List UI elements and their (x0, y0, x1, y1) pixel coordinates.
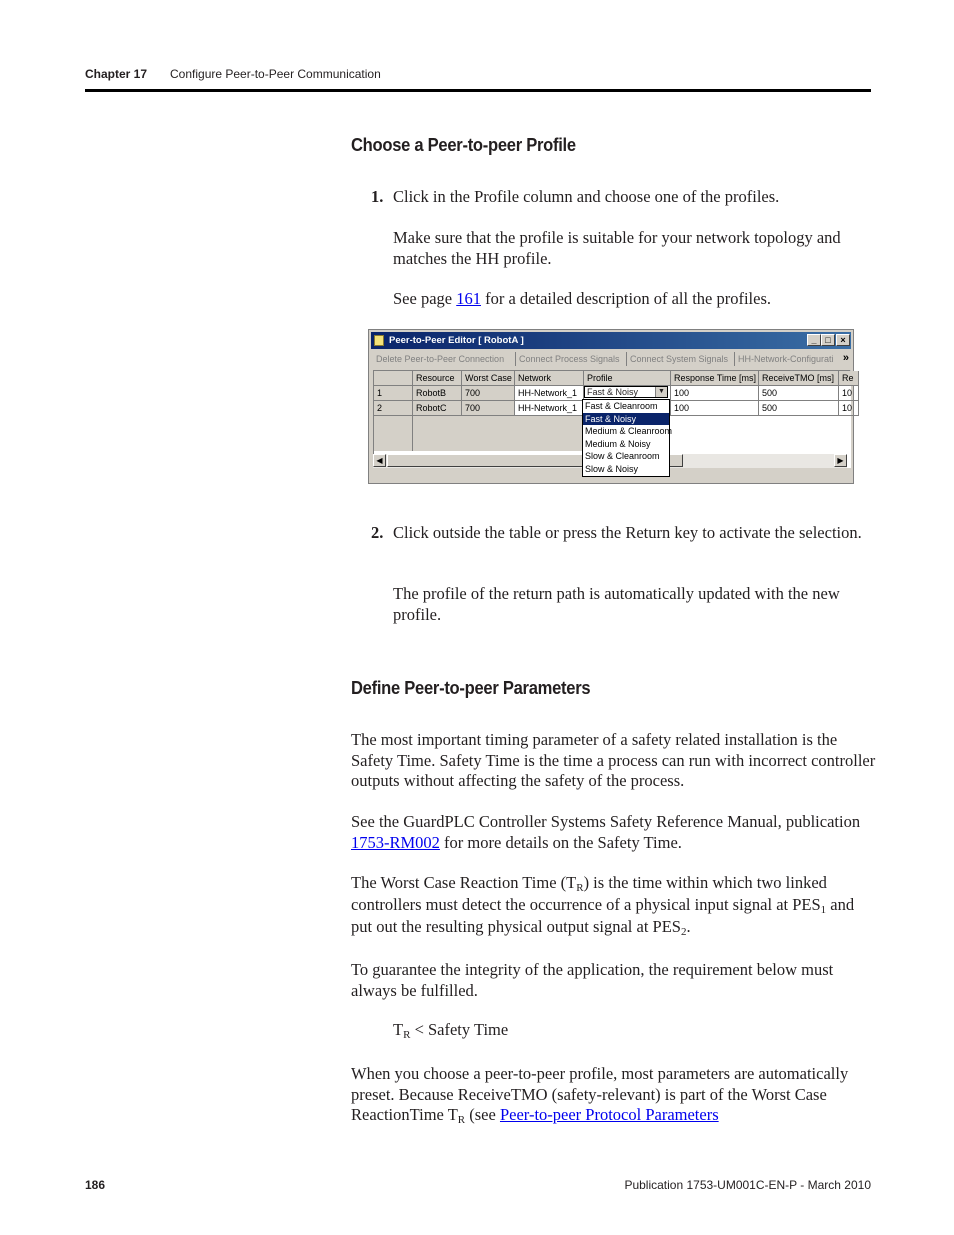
preset-paragraph (351, 1064, 876, 1126)
profile-combobox[interactable] (584, 386, 668, 398)
row-header-empty (374, 416, 413, 451)
table-cell[interactable]: HH-Network_1 (515, 386, 584, 401)
col-header-re[interactable]: Re (839, 371, 859, 386)
formula-rest: < Safety Time (410, 1020, 509, 1039)
editor-toolbar (371, 350, 851, 368)
protocol-parameters-link[interactable]: Peer-to-peer Protocol Parameters (499, 1105, 719, 1124)
delete-connection-button[interactable]: Delete Peer-to-Peer Connection (373, 352, 516, 366)
profile-option[interactable]: Slow & Cleanroom (585, 451, 660, 462)
subscript-r: R (576, 882, 584, 894)
col-header-receive-tmo[interactable]: ReceiveTMO [ms] (759, 371, 839, 386)
profile-option[interactable]: Fast & Cleanroom (585, 401, 658, 411)
reference-suffix: for more details on the Safety Time. (439, 832, 682, 852)
table-cell[interactable]: 500 (759, 386, 839, 401)
toolbar-overflow-icon[interactable]: » (842, 352, 849, 364)
reaction-time-paragraph (351, 872, 876, 938)
table-cell[interactable]: 700 (462, 401, 515, 416)
profile-combobox-value: Fast & Noisy (587, 387, 639, 397)
reference-prefix: See the GuardPLC Controller Systems Safety Reference Manual, publication (351, 812, 861, 831)
page-161-link[interactable]: 161 (456, 289, 481, 308)
col-header-network[interactable]: Network (515, 371, 584, 386)
connect-process-signals-button[interactable]: Connect Process Signals (516, 352, 627, 366)
corner-header (374, 371, 413, 386)
col-header-resource[interactable]: Resource (413, 371, 462, 386)
col-header-profile[interactable]: Profile (584, 371, 671, 386)
step-1-text: Click in the Profile column and choose one of the profiles. (393, 187, 780, 206)
table-cell[interactable]: 700 (462, 386, 515, 401)
table-cell[interactable]: RobotC (413, 401, 462, 416)
profile-option[interactable]: Medium & Cleanroom (585, 426, 673, 437)
minimize-button[interactable]: _ (807, 334, 821, 346)
see-page-prefix: See page (393, 289, 457, 308)
table-cell[interactable]: 100 (671, 386, 759, 401)
reaction-text-b: ) is the time within which two linked controllers must detect the occurrence of a physical input signal at PES (351, 873, 827, 914)
profile-option-selected[interactable]: Fast & Noisy (583, 413, 669, 426)
safety-time-paragraph: The most important timing parameter of a safety related installation is the Safety Time. Safety Time is the time a process can run with incorrect controller outputs without affecting the safety of the process. (351, 730, 876, 790)
connect-system-signals-button[interactable]: Connect System Signals (627, 352, 735, 366)
see-page-suffix: for a detailed description of all the profiles. (480, 289, 772, 308)
row-header[interactable]: 1 (374, 386, 413, 401)
preset-text-b: (see (465, 1105, 500, 1124)
page-number: 186 (85, 1178, 106, 1192)
integrity-paragraph: To guarantee the integrity of the application, the requirement below must always be fulfilled. (351, 960, 834, 1000)
reference-manual-paragraph (351, 812, 876, 853)
table-cell[interactable]: 10 (839, 386, 859, 401)
formula-t: T (393, 1020, 404, 1039)
col-header-worst-case[interactable]: Worst Case (462, 371, 515, 386)
scroll-right-icon[interactable]: ▶ (834, 454, 847, 467)
step-number-2: 2. (371, 523, 384, 542)
formula-subscript: R (403, 1029, 411, 1041)
reaction-text-d: . (686, 917, 691, 936)
table-cell[interactable]: 100 (671, 401, 759, 416)
profile-option[interactable]: Slow & Noisy (585, 463, 639, 474)
section-heading-define-parameters: Define Peer-to-peer Parameters (351, 678, 591, 698)
table-cell[interactable]: 500 (759, 401, 839, 416)
preset-subscript: R (457, 1114, 466, 1126)
step-2-text: Click outside the table or press the Return key to activate the selection. (393, 523, 862, 542)
table-cell[interactable]: 10 (839, 401, 859, 416)
step-1-note: Make sure that the profile is suitable for your network topology and matches the HH profile. (393, 228, 841, 268)
maximize-button[interactable]: □ (821, 334, 835, 346)
close-button[interactable]: × (836, 334, 850, 346)
table-cell[interactable]: RobotB (413, 386, 462, 401)
reaction-text-c: and put out the resulting physical output signal at PES (351, 895, 855, 936)
preset-text-a: When you choose a peer-to-peer profile, most parameters are automatically preset. Because ReceiveTMO (safety-relevant) is part of the Worst Case ReactionTime T (351, 1064, 849, 1124)
publication-info: Publication 1753-UM001C-EN-P - March 2010 (624, 1178, 871, 1192)
step-number-1: 1. (371, 187, 384, 206)
formula (393, 1020, 913, 1041)
editor-title: Peer-to-Peer Editor [ RobotA ] (389, 335, 524, 346)
subscript-2: 2 (680, 926, 687, 938)
step-2-note: The profile of the return path is automatically updated with the new profile. (393, 584, 840, 624)
step-1-see-page (393, 289, 871, 310)
reaction-text-a: The Worst Case Reaction Time (T (351, 873, 577, 892)
chapter-title: Configure Peer-to-Peer Communication (170, 67, 381, 81)
profile-dropdown-list (582, 399, 673, 477)
chapter-label: Chapter 17 (85, 67, 148, 81)
rm002-link[interactable]: 1753-RM002 (351, 832, 440, 852)
scroll-left-icon[interactable]: ◀ (373, 454, 386, 467)
subscript-1: 1 (820, 904, 827, 916)
hh-network-config-button[interactable]: HH-Network-Configurati (738, 354, 834, 364)
row-header[interactable]: 2 (374, 401, 413, 416)
editor-window-icon (374, 335, 384, 346)
editor-titlebar (371, 332, 851, 349)
section-heading-choose-profile: Choose a Peer-to-peer Profile (351, 135, 576, 155)
table-cell[interactable]: HH-Network_1 (515, 401, 584, 416)
chevron-down-icon[interactable]: ▼ (655, 387, 667, 397)
profile-option[interactable]: Medium & Noisy (585, 438, 651, 449)
col-header-response-time[interactable]: Response Time [ms] (671, 371, 759, 386)
header-rule (85, 89, 871, 92)
empty-area (413, 416, 584, 451)
